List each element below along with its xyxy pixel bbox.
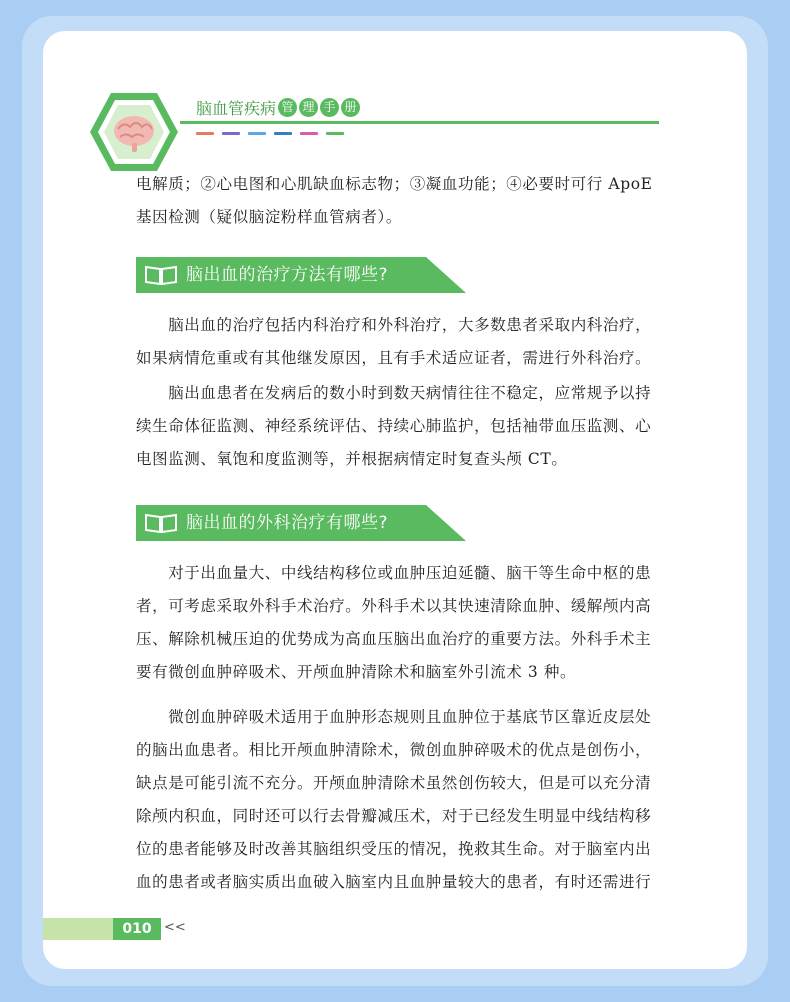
text-line: 者，可考虑采取外科手术治疗。外科手术以其快速清除血肿、缓解颅内高 [136,597,652,615]
header-chip: 手 [320,98,339,117]
text-line: 血的患者或者脑实质出血破入脑室内且血肿量较大的患者，有时还需进行 [136,873,652,891]
color-dash [222,132,240,135]
text-line: 续生命体征监测、神经系统评估、持续心肺监护，包括袖带血压监测、心 [136,417,652,435]
text-line: 微创血肿碎吸术适用于血肿形态规则且血肿位于基底节区靠近皮层处 [136,708,652,726]
text-line: 基因检测（疑似脑淀粉样血管病者）。 [136,208,402,226]
body-paragraph [136,377,660,476]
text-line: 如果病情危重或有其他继发原因，且有手术适应证者，需进行外科治疗。 [136,349,652,367]
text-line: 要有微创血肿碎吸术、开颅血肿清除术和脑室外引流术 3 种。 [136,663,577,681]
page-number-bar [43,918,113,940]
header-rule [180,121,659,124]
brain-hexagon-icon [88,91,180,173]
color-dash [300,132,318,135]
text-line: 位的患者能够及时改善其脑组织受压的情况，挽救其生命。对于脑室内出 [136,840,652,858]
page-number: 010 [113,918,161,940]
double-chevron-left-icon: << [164,920,186,935]
intro-paragraph [136,168,660,234]
section-title: 脑出血的治疗方法有哪些? [186,265,389,285]
body-paragraph [136,701,660,899]
color-dash [248,132,266,135]
open-book-icon [144,512,178,534]
open-book-icon [144,264,178,286]
body-paragraph [136,557,660,689]
text-line: 电解质；②心电图和心肌缺血标志物；③凝血功能；④必要时可行 ApoE [136,175,653,193]
text-line: 的脑出血患者。相比开颅血肿清除术，微创血肿碎吸术的优点是创伤小， [136,741,652,759]
section-heading-treatment [136,257,466,293]
text-line: 脑出血患者在发病后的数小时到数天病情往往不稳定，应常规予以持 [136,384,652,402]
body-paragraph [136,309,660,375]
text-line: 缺点是可能引流不充分。开颅血肿清除术虽然创伤较大，但是可以充分清 [136,774,652,792]
text-line: 电图监测、氧饱和度监测等，并根据病情定时复查头颅 CT。 [136,450,568,468]
header-chip: 册 [341,98,360,117]
text-line: 除颅内积血，同时还可以行去骨瓣减压术，对于已经发生明显中线结构移 [136,807,652,825]
header-title-prefix: 脑血管疾病 [196,98,277,118]
text-line: 压、解除机械压迫的优势成为高血压脑出血治疗的重要方法。外科手术主 [136,630,652,648]
section-heading-surgery [136,505,466,541]
header-chip: 管 [278,98,297,117]
text-line: 对于出血量大、中线结构移位或血肿压迫延髓、脑干等生命中枢的患 [136,564,652,582]
color-dashes [196,132,344,135]
header-chip: 理 [299,98,318,117]
section-title: 脑出血的外科治疗有哪些? [186,513,389,533]
color-dash [326,132,344,135]
color-dash [196,132,214,135]
text-line: 脑出血的治疗包括内科治疗和外科治疗，大多数患者采取内科治疗， [136,316,652,334]
color-dash [274,132,292,135]
running-header-title [196,95,360,119]
